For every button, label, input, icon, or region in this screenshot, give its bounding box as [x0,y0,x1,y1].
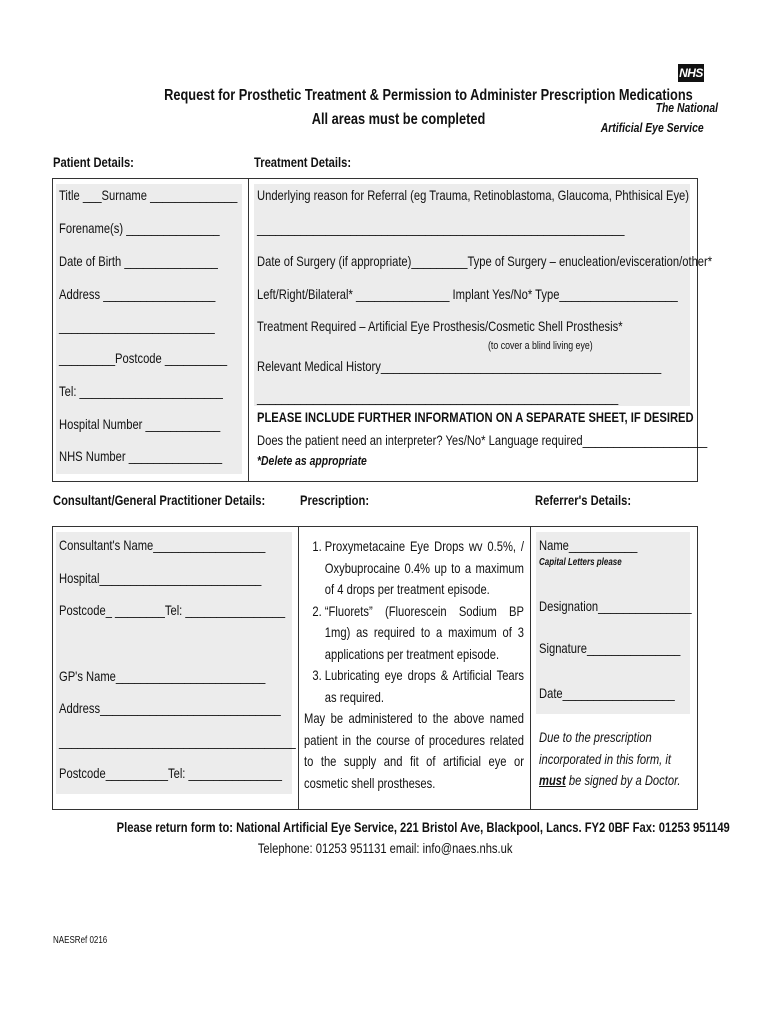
return-address-line: Please return form to: National Artificial Eye Service, 221 Bristol Ave, Blackpool, Lancs. FY2 0BF Fax: 01253 951149 [116,819,730,835]
prescription-content [304,536,524,794]
page-subtitle: All areas must be completed [311,111,485,128]
prescription-item: 3. Lubricating eye drops & Artificial Tears as required. [325,665,524,708]
address-line-2-field[interactable]: _________________________ [59,318,215,334]
medical-history-line-2[interactable]: __________________________________________________________ [257,389,619,405]
consultant-hospital-field[interactable]: Hospital__________________________ [59,570,262,586]
treatment-required-field[interactable]: Treatment Required – Artificial Eye Prosthesis/Cosmetic Shell Prosthesis* [257,318,623,334]
must-emphasis: must [539,772,566,788]
gp-address-line-2-field[interactable]: ______________________________________ [59,733,296,749]
surgery-field[interactable]: Date of Surgery (if appropriate)_________Type of Surgery – enucleation/evisceration/other* [257,253,713,269]
consultant-postcode-tel-field[interactable]: Postcode_ ________Tel: ________________ [59,602,286,618]
address-field[interactable]: Address __________________ [59,286,216,302]
gp-address-field[interactable]: Address_____________________________ [59,700,281,716]
prescription-heading: Prescription: [300,492,370,508]
medical-history-field[interactable]: Relevant Medical History_____________________________________________ [257,358,662,374]
org-name-line2: Artificial Eye Service [601,120,704,135]
designation-field[interactable]: Designation_______________ [539,598,692,614]
treatment-details-heading: Treatment Details: [254,154,352,170]
prescription-item: 1. Proxymetacaine Eye Drops wv 0.5%, / Oxybuprocaine 0.4% up to a maximum of 4 drops per treatment episode. [325,536,524,601]
title-surname-field[interactable]: Title ___Surname ______________ [59,187,238,203]
form-reference: NAESRef 0216 [53,935,108,946]
referrer-details-heading: Referrer's Details: [535,492,632,508]
contact-line: Telephone: 01253 951131 email: info@naes.nhs.uk [257,840,513,856]
signature-field[interactable]: Signature_______________ [539,640,681,656]
laterality-implant-field[interactable]: Left/Right/Bilateral* _______________ Implant Yes/No* Type___________________ [257,286,678,302]
referrer-name-field[interactable]: Name___________ [539,537,638,553]
page-title: Request for Prosthetic Treatment & Permission to Administer Prescription Medications [164,87,693,104]
consultant-name-field[interactable]: Consultant's Name__________________ [59,537,266,553]
date-of-birth-field[interactable]: Date of Birth _______________ [59,253,218,269]
referral-reason-label: Underlying reason for Referral (eg Trauma, Retinoblastoma, Glaucoma, Phthisical Eye) [257,187,690,203]
nhs-logo: NHS [679,66,703,80]
doctor-signature-note: Due to the prescription incorporated in this form, it must be signed by a Doctor. [539,729,681,788]
interpreter-field[interactable]: Does the patient need an interpreter? Yes/No* Language required____________________ [257,432,708,448]
capital-letters-note: Capital Letters please [539,557,622,568]
date-field[interactable]: Date__________________ [539,685,675,701]
prescription-item: 2. “Fluorets” (Fluorescein Sodium BP 1mg) as required to a maximum of 3 applications per treatment episode. [325,601,524,666]
patient-details-heading: Patient Details: [53,154,134,170]
prescription-statement: May be administered to the above named patient in the course of procedures related to the supply and fit of artificial eye or cosmetic shell prostheses. [304,710,524,791]
referral-reason-field[interactable]: ___________________________________________________________ [257,220,625,236]
postcode-field[interactable]: _________Postcode __________ [59,350,228,366]
further-info-notice: PLEASE INCLUDE FURTHER INFORMATION ON A SEPARATE SHEET, IF DESIRED [257,409,694,425]
org-name-line1: The National [655,100,719,115]
delete-note: *Delete as appropriate [257,453,367,468]
gp-postcode-tel-field[interactable]: Postcode__________Tel: _______________ [59,765,282,781]
treatment-required-note: (to cover a blind living eye) [488,340,593,352]
hospital-number-field[interactable]: Hospital Number ____________ [59,416,221,432]
gp-name-field[interactable]: GP's Name________________________ [59,668,266,684]
nhs-number-field[interactable]: NHS Number _______________ [59,448,223,464]
consultant-gp-heading: Consultant/General Practitioner Details: [53,492,266,508]
forename-field[interactable]: Forename(s) _______________ [59,220,220,236]
prescription-list [304,536,524,708]
tel-field[interactable]: Tel: _______________________ [59,383,223,399]
